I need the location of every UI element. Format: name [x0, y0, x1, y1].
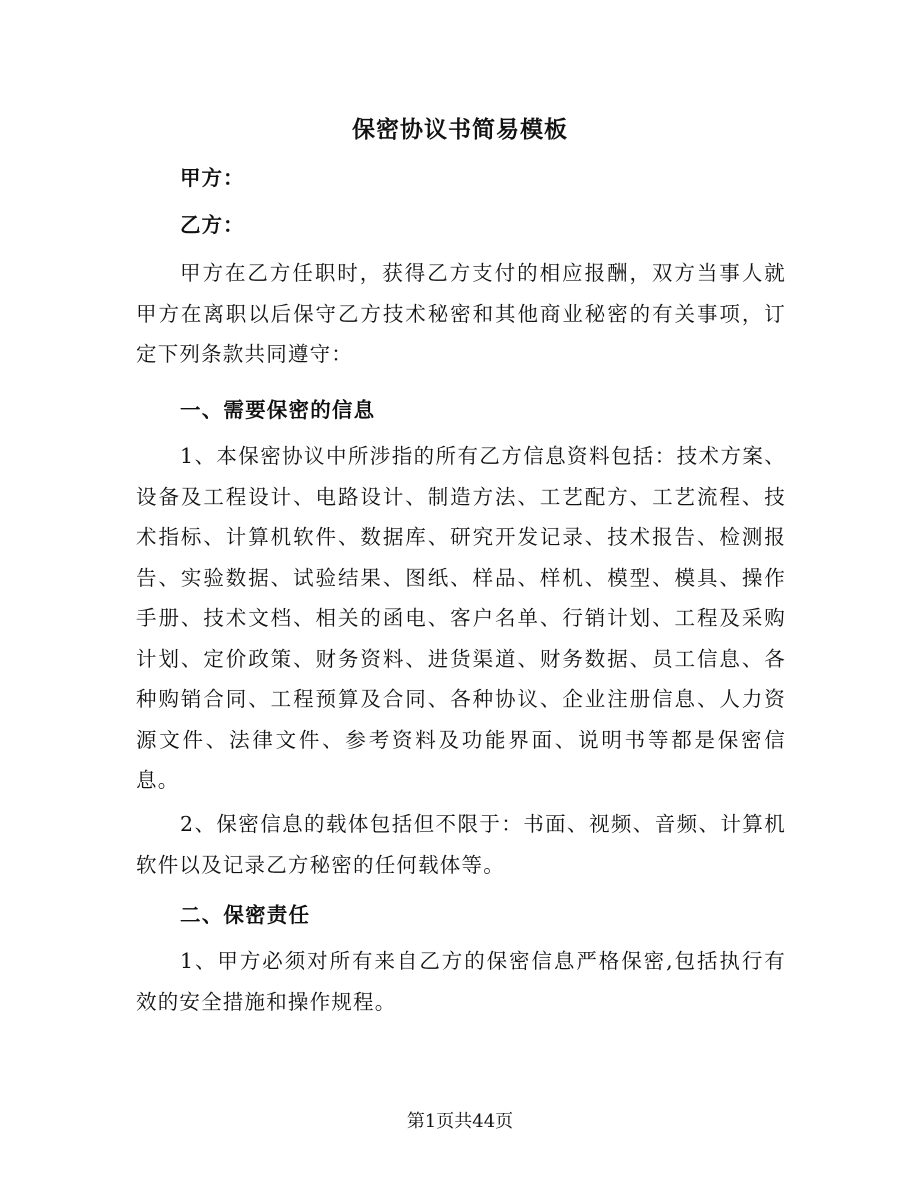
- section-1-heading: 一、需要保密的信息: [180, 398, 376, 422]
- party-a-label: 甲方：: [180, 166, 245, 190]
- section-2-item-1: 1、甲方必须对所有来自乙方的保密信息严格保密,包括执行有效的安全措施和操作规程。: [136, 949, 786, 1014]
- page-number: 第1页共44页: [406, 1111, 514, 1132]
- document-title: 保密协议书简易模板: [352, 116, 568, 143]
- section-1-item-1: 1、本保密协议中所涉指的所有乙方信息资料包括：技术方案、设备及工程设计、电路设计、制造方法、工艺配方、工艺流程、技术指标、计算机软件、数据库、研究开发记录、技术报告、检测报告、实验数据、试验结果、图纸、样品、样机、模型、模具、操作手册、技术文档、相关的函电、客户名单、行销计划、工程及采购计划、定价政策、财务资料、进货渠道、财务数据、员工信息、各种购销合同、工程预算及合同、各种协议、企业注册信息、人力资源文件、法律文件、参考资料及功能界面、说明书等都是保密信息。: [136, 444, 786, 792]
- section-2-heading: 二、保密责任: [180, 903, 311, 927]
- intro-paragraph: 甲方在乙方任职时，获得乙方支付的相应报酬，双方当事人就甲方在离职以后保守乙方技术秘密和其他商业秘密的有关事项，订定下列条款共同遵守：: [136, 261, 786, 366]
- section-1-item-2: 2、保密信息的载体包括但不限于：书面、视频、音频、计算机软件以及记录乙方秘密的任何载体等。: [136, 812, 786, 877]
- party-b-label: 乙方：: [180, 213, 245, 237]
